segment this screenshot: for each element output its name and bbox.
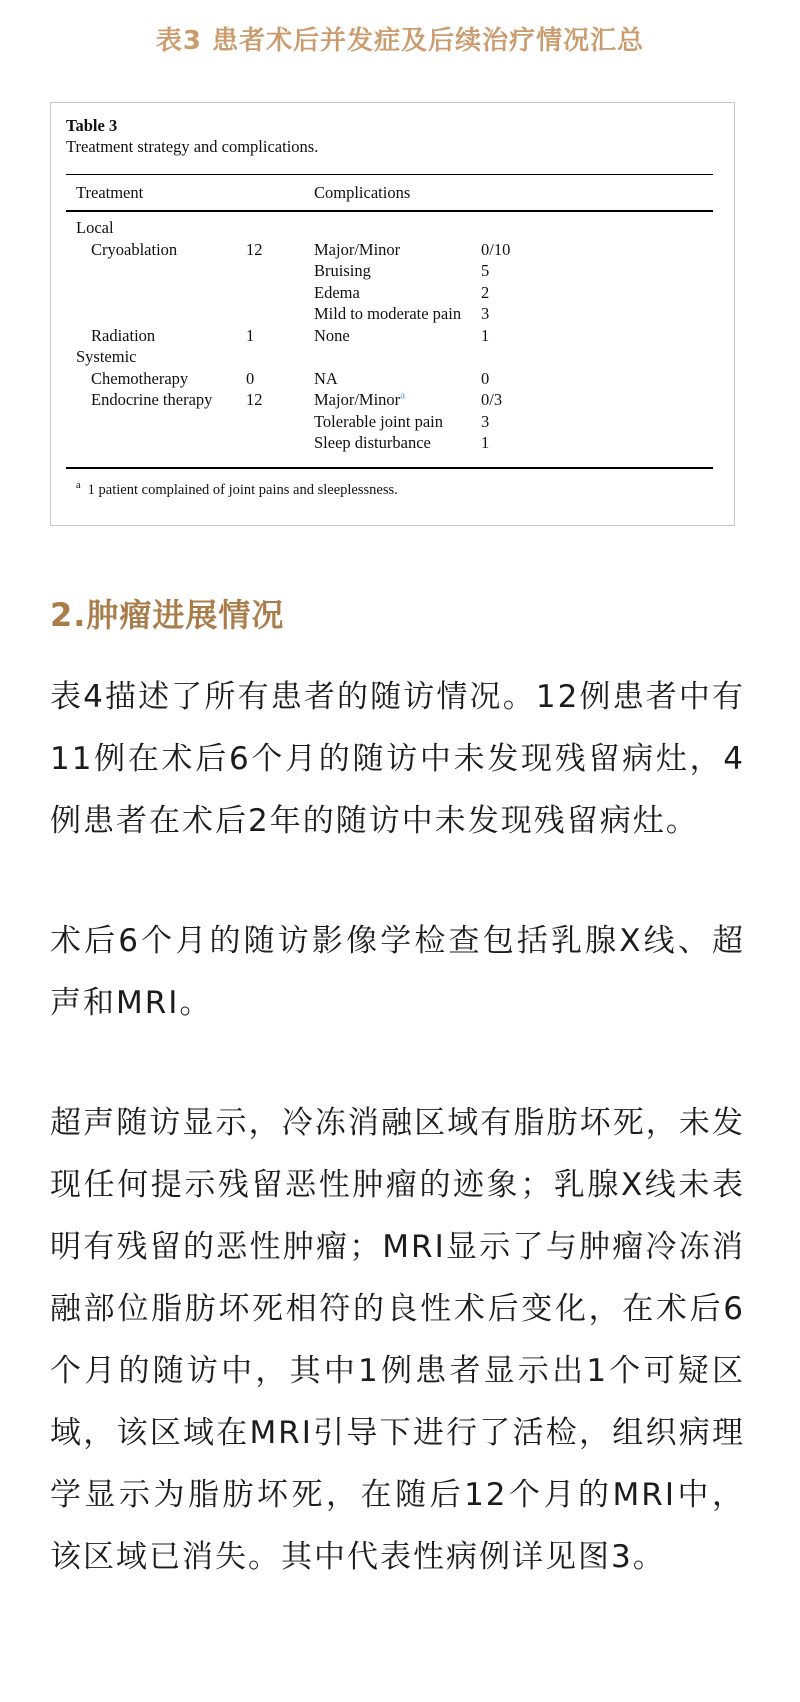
article-body — [50, 666, 745, 1588]
paragraph: 超声随访显示，冷冻消融区域有脂肪坏死，未发现任何提示残留恶性肿瘤的迹象；乳腺X线未表明有残留的恶性肿瘤；MRI显示了与肿瘤冷冻消融部位脂肪坏死相符的良性术后变化，在术后6个月的随访中，其中1例患者显示出1个可疑区域，该区域在MRI引导下进行了活检，组织病理学显示为脂肪坏死，在随后12个月的MRI中，该区域已消失。其中代表性病例详见图3。 — [50, 1105, 745, 1576]
column-header-complications: Complications — [314, 183, 411, 202]
count-cell: 12 — [246, 239, 263, 259]
footnote-marker: a — [76, 479, 81, 491]
treatment-cell — [66, 411, 246, 433]
complication-text: Major/Minor — [314, 390, 401, 409]
table-row — [66, 217, 713, 239]
treatment-cell: Chemotherapy — [91, 368, 189, 388]
value-cell — [481, 346, 713, 368]
complication-cell — [314, 217, 481, 239]
treatment-cell — [66, 432, 246, 454]
table-body — [66, 212, 713, 469]
complication-cell — [314, 389, 481, 411]
count-cell: 1 — [246, 325, 255, 345]
count-cell — [246, 346, 314, 368]
value-cell: 0/3 — [481, 390, 503, 409]
table-caption: Treatment strategy and complications. — [66, 137, 319, 156]
paragraph: 表4描述了所有患者的随访情况。12例患者中有11例在术后6个月的随访中未发现残留病灶，4例患者在术后2年的随访中未发现残留病灶。 — [50, 679, 745, 840]
complication-cell: Major/Minor — [314, 239, 401, 259]
count-cell — [246, 217, 314, 239]
value-cell: 1 — [481, 325, 490, 345]
value-cell: 5 — [481, 261, 490, 280]
count-cell — [246, 303, 314, 325]
footnote-reference: a — [400, 389, 406, 402]
paragraph: 术后6个月的随访影像学检查包括乳腺X线、超声和MRI。 — [50, 923, 745, 1022]
count-cell — [246, 432, 314, 454]
table-row — [66, 368, 713, 390]
treatment-cell: Endocrine therapy — [91, 390, 213, 409]
value-cell: 2 — [481, 282, 490, 302]
value-cell: 1 — [481, 433, 490, 452]
section-heading: 2.肿瘤进展情况 — [50, 596, 285, 635]
treatment-cell — [66, 303, 246, 325]
treatment-cell: Cryoablation — [91, 239, 178, 259]
count-cell — [246, 411, 314, 433]
count-cell — [246, 260, 314, 282]
value-cell: 0/10 — [481, 239, 511, 259]
table-row — [66, 432, 713, 454]
column-header-spacer — [246, 183, 314, 203]
value-cell: 0 — [481, 368, 490, 388]
table-row — [66, 325, 713, 347]
value-cell — [481, 217, 713, 239]
table-header-row — [66, 174, 713, 212]
complication-cell: NA — [314, 368, 338, 388]
count-cell: 12 — [246, 390, 263, 409]
table-footnote — [66, 477, 713, 499]
count-cell — [246, 282, 314, 304]
count-cell: 0 — [246, 368, 255, 388]
table-row — [66, 389, 713, 411]
treatment-cell: Systemic — [76, 347, 137, 366]
column-header-spacer — [481, 183, 713, 203]
complication-cell: Mild to moderate pain — [314, 304, 462, 323]
treatment-cell: Local — [76, 218, 114, 237]
table-label: Table 3 — [66, 116, 118, 135]
page-title: 表3 患者术后并发症及后续治疗情况汇总 — [155, 26, 645, 56]
complication-cell: None — [314, 325, 350, 345]
table-row — [66, 239, 713, 261]
value-cell: 3 — [481, 411, 490, 431]
table-row — [66, 260, 713, 282]
column-header-treatment: Treatment — [76, 183, 144, 202]
footnote-text: 1 patient complained of joint pains and sleeplessness. — [87, 481, 398, 498]
complication-cell — [314, 346, 481, 368]
complication-cell: Bruising — [314, 261, 371, 280]
complication-cell: Edema — [314, 282, 360, 302]
table-row — [66, 346, 713, 368]
treatment-cell: Radiation — [91, 325, 156, 345]
table-figure — [50, 102, 735, 526]
treatment-cell — [66, 260, 246, 282]
complication-cell: Tolerable joint pain — [314, 411, 443, 431]
complication-cell: Sleep disturbance — [314, 433, 431, 452]
table-row — [66, 411, 713, 433]
value-cell: 3 — [481, 304, 490, 323]
treatment-cell — [66, 282, 246, 304]
table-row — [66, 303, 713, 325]
table-row — [66, 282, 713, 304]
